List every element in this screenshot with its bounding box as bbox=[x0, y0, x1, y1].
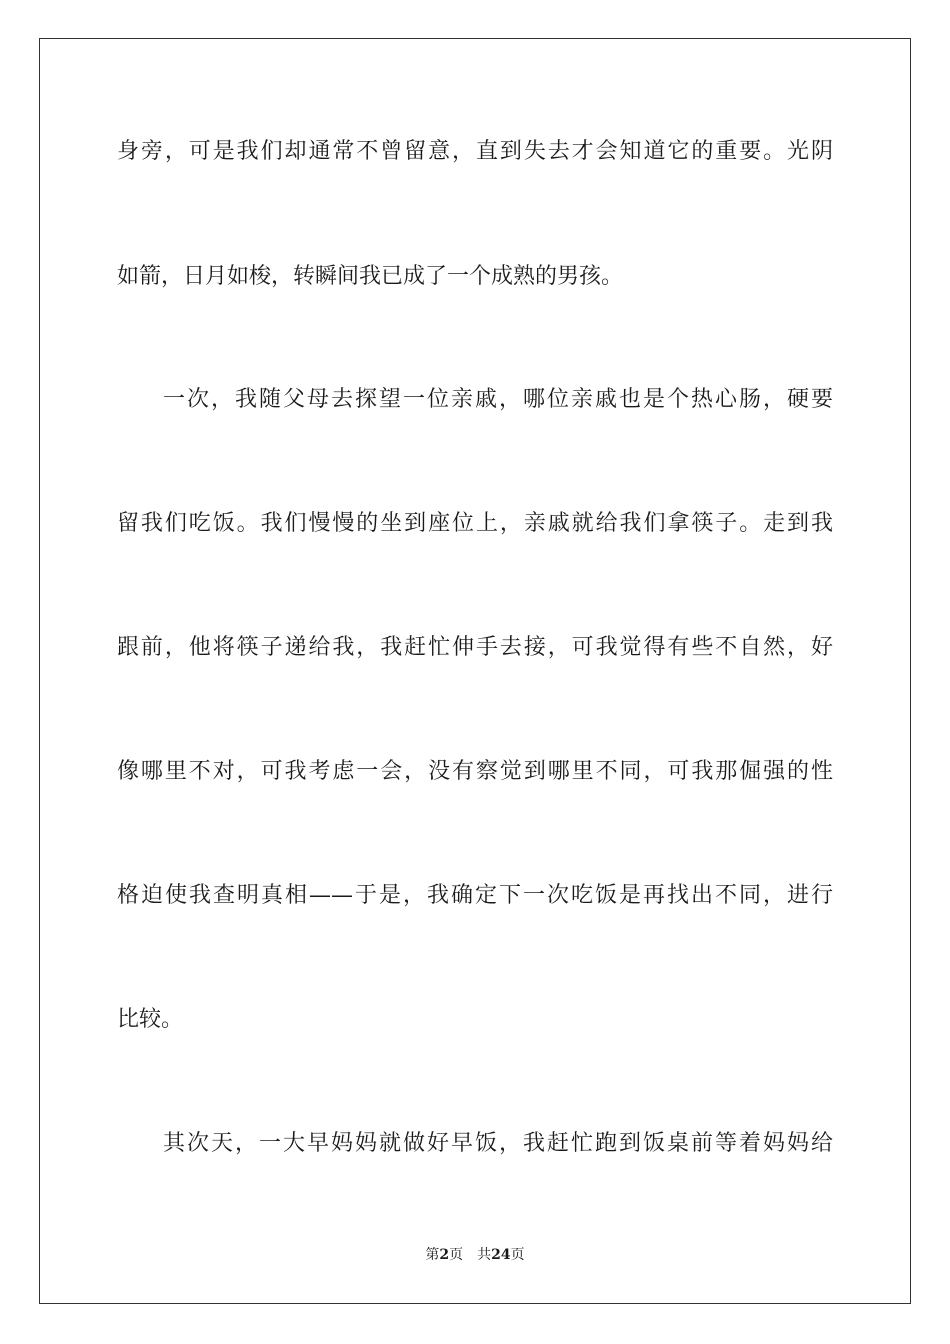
body-line-5: 跟前，他将筷子递给我，我赶忙伸手去接，可我觉得有些不自然，好 bbox=[117, 635, 833, 660]
page-border bbox=[39, 38, 911, 1304]
body-line-2: 如箭，日月如梭，转瞬间我已成了一个成熟的男孩。 bbox=[117, 264, 624, 289]
body-line-1: 身旁，可是我们却通常不曾留意，直到失去才会知道它的重要。光阴 bbox=[117, 139, 833, 164]
body-line-8: 比较。 bbox=[117, 1007, 184, 1032]
total-prefix: 共 bbox=[477, 1247, 492, 1263]
page-suffix: 页 bbox=[449, 1247, 464, 1263]
page-footer bbox=[0, 1246, 950, 1264]
total-pages: 24 bbox=[491, 1247, 511, 1263]
total-suffix: 页 bbox=[510, 1247, 525, 1263]
body-line-9: 其次天，一大早妈妈就做好早饭，我赶忙跑到饭桌前等着妈妈给 bbox=[163, 1131, 833, 1156]
body-line-3: 一次，我随父母去探望一位亲戚，哪位亲戚也是个热心肠，硬要 bbox=[163, 387, 833, 412]
page-number: 2 bbox=[439, 1247, 450, 1263]
body-line-4: 留我们吃饭。我们慢慢的坐到座位上，亲戚就给我们拿筷子。走到我 bbox=[117, 511, 833, 536]
body-line-7: 格迫使我查明真相——于是，我确定下一次吃饭是再找出不同，进行 bbox=[117, 883, 833, 908]
page-prefix: 第 bbox=[425, 1247, 440, 1263]
body-line-6: 像哪里不对，可我考虑一会，没有察觉到哪里不同，可我那倔强的性 bbox=[117, 759, 833, 784]
